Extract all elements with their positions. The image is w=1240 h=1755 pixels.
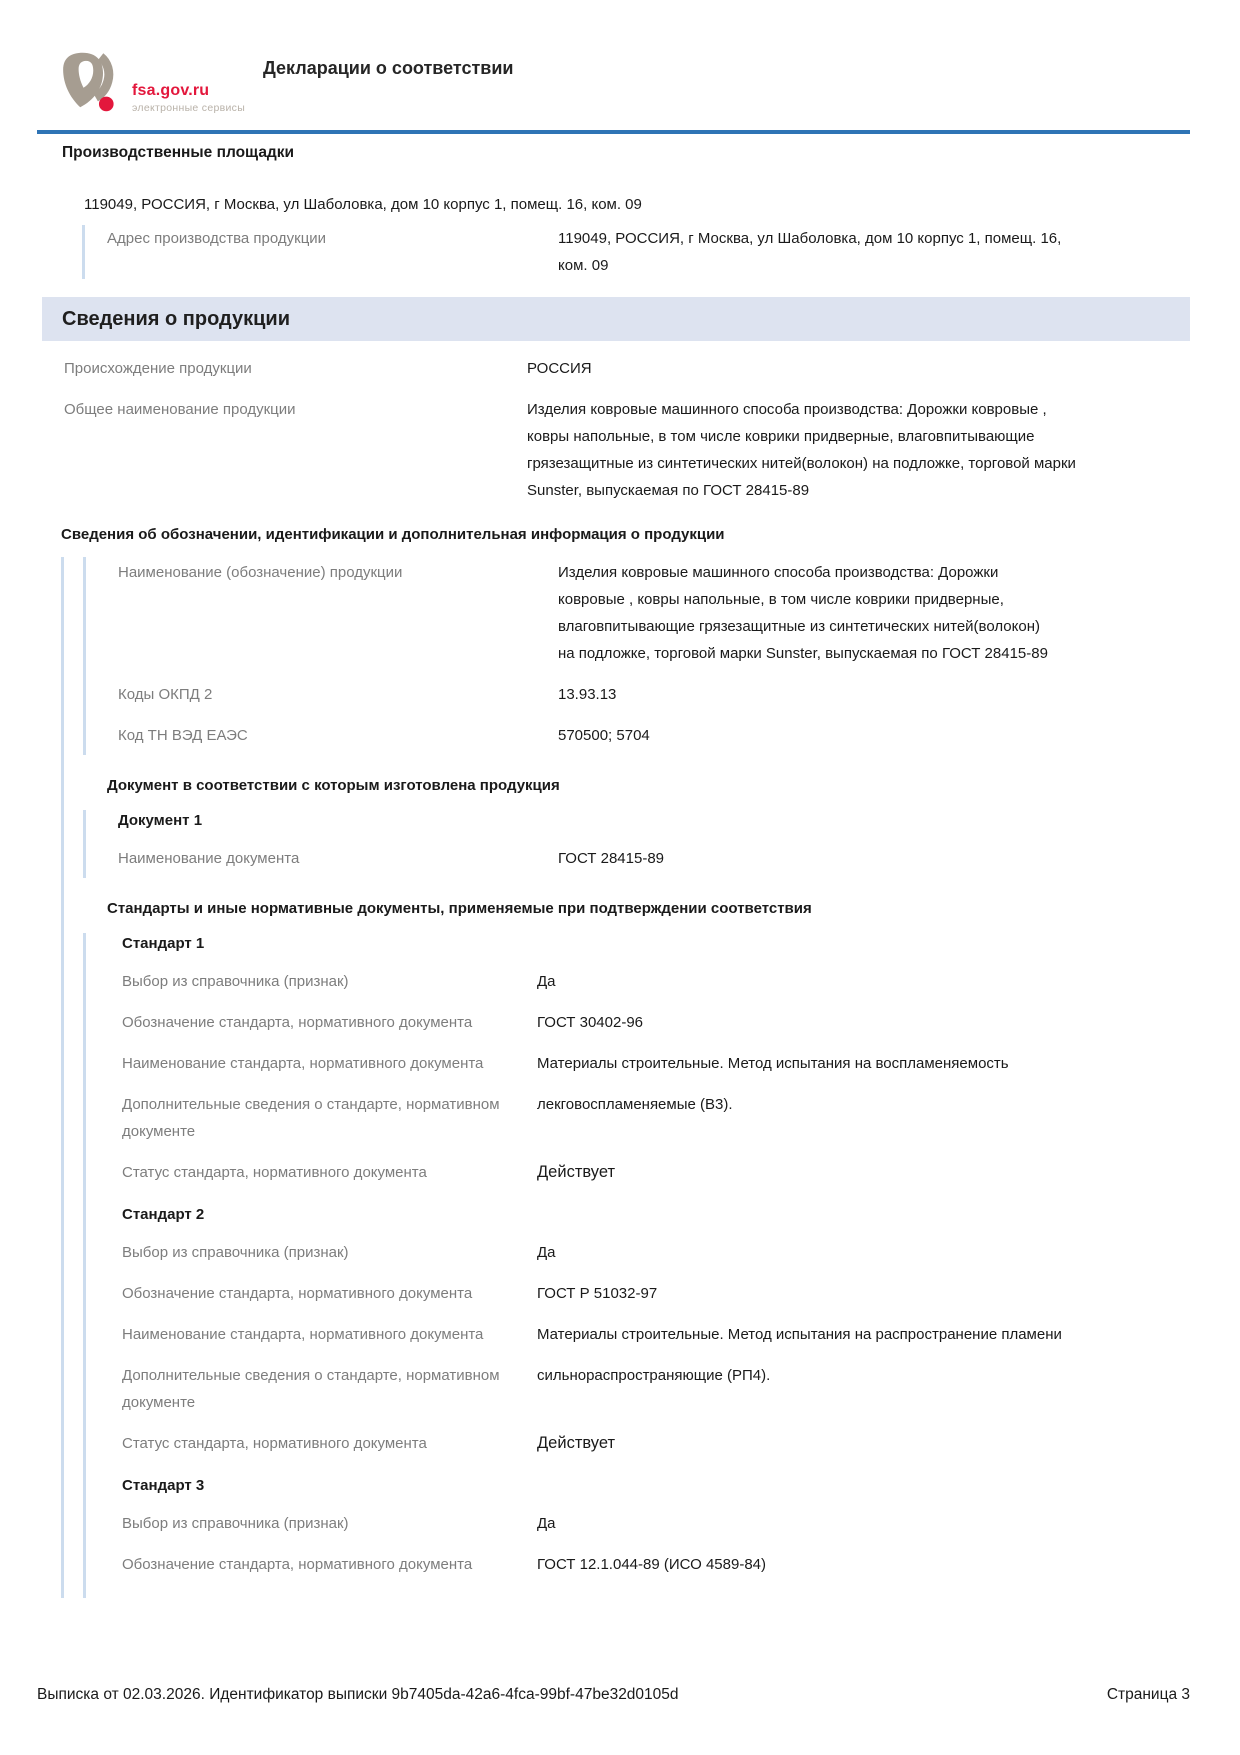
standard-2-title: Стандарт 2: [122, 1206, 205, 1223]
field-value: Материалы строительные. Метод испытания на воспламеняемость: [537, 1055, 1009, 1072]
field-row: [118, 1280, 1190, 1307]
field-row: [118, 845, 1190, 872]
field-label: Дополнительные сведения о стандарте, нормативном документе: [122, 1096, 500, 1140]
page-number: Страница 3: [1106, 1686, 1190, 1703]
field-label: Обозначение стандарта, нормативного документа: [122, 1014, 473, 1031]
field-label: Адрес производства продукции: [107, 230, 327, 247]
field-label: Наименование стандарта, нормативного документа: [122, 1055, 484, 1072]
field-row: [118, 1050, 1190, 1077]
field-label: Обозначение стандарта, нормативного документа: [122, 1556, 473, 1573]
field-row: [118, 1362, 1190, 1416]
page-title: Декларации о соответствии: [263, 58, 514, 78]
field-row: [118, 1551, 1190, 1578]
fsa-logo-tagline: электронные сервисы: [132, 101, 246, 114]
field-value: сильнораспространяющие (РП4).: [537, 1367, 771, 1384]
field-label: Статус стандарта, нормативного документа: [122, 1164, 427, 1181]
identification-section-title: Сведения об обозначении, идентификации и дополнительная информация о продукции: [61, 526, 725, 543]
field-value: Да: [537, 1244, 556, 1261]
field-row: [64, 355, 1190, 382]
field-label: Коды ОКПД 2: [118, 686, 213, 703]
field-value: ГОСТ Р 51032-97: [537, 1285, 658, 1302]
identification-section: [61, 557, 1190, 1598]
field-label: Код ТН ВЭД ЕАЭС: [118, 727, 248, 744]
field-value: лекговоспламеняемые (В3).: [537, 1096, 733, 1113]
field-row: [118, 1091, 1190, 1145]
field-row: [118, 559, 1190, 667]
field-value: 119049, РОССИЯ, г Москва, ул Шаболовка, дом 10 корпус 1, помещ. 16, ком. 09: [558, 230, 1062, 274]
page-footer: [37, 1686, 1190, 1704]
field-value: ГОСТ 12.1.044-89 (ИСО 4589-84): [537, 1556, 767, 1573]
field-label: Выбор из справочника (признак): [122, 973, 349, 990]
blue-divider: [37, 130, 1190, 134]
field-label: Общее наименование продукции: [64, 401, 296, 418]
standard-3-title: Стандарт 3: [122, 1477, 205, 1494]
production-sites-title: Производственные площадки: [62, 144, 295, 161]
field-label: Наименование стандарта, нормативного документа: [122, 1326, 484, 1343]
field-label: Выбор из справочника (признак): [122, 1244, 349, 1261]
field-value: ГОСТ 30402-96: [537, 1014, 644, 1031]
field-row: [118, 1009, 1190, 1036]
manufacturing-document-section-title: Документ в соответствии с которым изготовлена продукция: [107, 777, 560, 794]
field-value: Да: [537, 1515, 556, 1532]
fsa-logo: [55, 50, 251, 114]
field-label: Наименование (обозначение) продукции: [118, 564, 403, 581]
field-value: Материалы строительные. Метод испытания на распространение пламени: [537, 1326, 1062, 1343]
field-value: 570500; 5704: [558, 727, 650, 744]
product-info-banner: Сведения о продукции: [42, 297, 1190, 341]
field-value: Действует: [537, 1163, 616, 1181]
field-row: [118, 968, 1190, 995]
field-value: Действует: [537, 1434, 616, 1452]
field-row: [118, 1430, 1190, 1457]
product-info-section: [37, 355, 1190, 504]
field-label: Наименование документа: [118, 850, 300, 867]
fsa-logo-text: [132, 83, 245, 115]
field-row: [118, 1510, 1190, 1537]
fsa-logo-domain: fsa.gov.ru: [132, 81, 210, 99]
field-row: [64, 396, 1190, 504]
document-1-title: Документ 1: [118, 812, 203, 829]
field-row: [118, 681, 1190, 708]
standard-1-title: Стандарт 1: [122, 935, 205, 952]
field-row: [118, 1159, 1190, 1186]
field-value: 13.93.13: [558, 686, 617, 703]
field-label: Происхождение продукции: [64, 360, 252, 377]
field-label: Дополнительные сведения о стандарте, нормативном документе: [122, 1367, 500, 1411]
field-row: [118, 722, 1190, 749]
field-value: РОССИЯ: [527, 360, 592, 377]
address-block: [82, 225, 1190, 279]
field-label: Статус стандарта, нормативного документа: [122, 1435, 427, 1452]
field-label: Выбор из справочника (признак): [122, 1515, 349, 1532]
field-value: Изделия ковровые машинного способа производства: Дорожки ковровые , ковры напольные, в том числе коврики придверные, влаговпитывающие грязезащитные из синтетических нитей(волокон) на подложке, торговой марки Sunster, выпускаемая по ГОСТ 28415-89: [527, 401, 1076, 499]
field-row: [118, 1239, 1190, 1266]
site-address-heading: 119049, РОССИЯ, г Москва, ул Шаболовка, дом 10 корпус 1, помещ. 16, ком. 09: [84, 196, 642, 213]
standards-section-title: Стандарты и иные нормативные документы, применяемые при подтверждении соответствия: [107, 900, 812, 917]
page-header: [37, 50, 1190, 114]
extract-info: Выписка от 02.03.2026. Идентификатор выписки 9b7405da-42a6-4fca-99bf-47be32d0105d: [37, 1686, 679, 1703]
field-row: [107, 225, 1190, 279]
fsa-logo-mark-icon: [55, 50, 125, 114]
field-value: ГОСТ 28415-89: [558, 850, 665, 867]
standards-block: [83, 933, 1190, 1598]
document-1-block: [83, 810, 1190, 878]
field-label: Обозначение стандарта, нормативного документа: [122, 1285, 473, 1302]
field-value: Да: [537, 973, 556, 990]
field-row: [118, 1321, 1190, 1348]
identification-block: [83, 557, 1190, 755]
field-value: Изделия ковровые машинного способа производства: Дорожки ковровые , ковры напольные, в том числе коврики придверные, влаговпитывающие грязезащитные из синтетических нитей(волокон) на подложке, торговой марки Sunster, выпускаемая по ГОСТ 28415-89: [558, 564, 1048, 662]
